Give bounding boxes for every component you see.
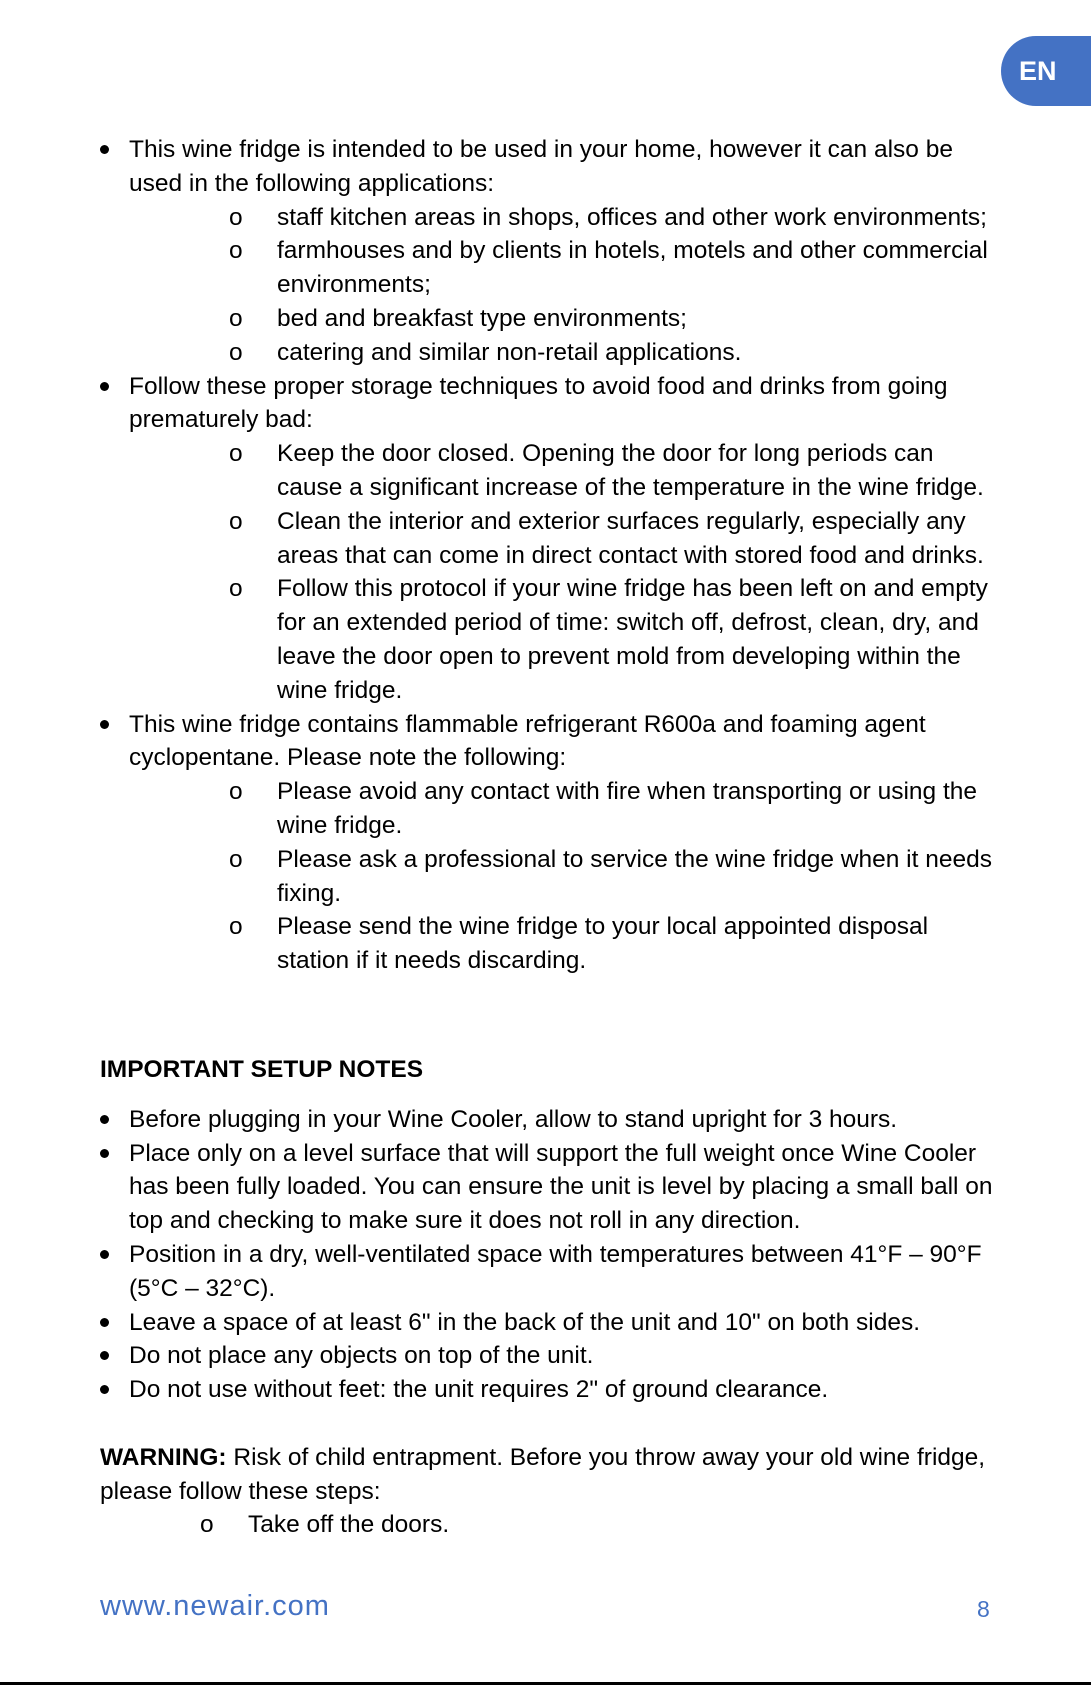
- sub-item: o Take off the doors.: [100, 1508, 1000, 1542]
- sub-item: o staff kitchen areas in shops, offices and other work environments;: [129, 201, 1000, 235]
- usage-bullet-storage: [100, 370, 1000, 708]
- sub-item: o farmhouses and by clients in hotels, motels and other commercial environments;: [129, 234, 1000, 302]
- usage-bullet-home-use: [100, 133, 1000, 370]
- warning-sublist: [100, 1508, 1000, 1542]
- bullet-text: This wine fridge is intended to be used in your home, however it can also be used in the following applications:: [129, 136, 953, 197]
- bullet-text: This wine fridge contains flammable refrigerant R600a and foaming agent cyclopentane. Please note the following:: [129, 710, 926, 772]
- warning-paragraph: [100, 1441, 1000, 1509]
- usage-list: [100, 133, 1000, 978]
- setup-list: [100, 1103, 1000, 1407]
- page-content: [100, 133, 1000, 1542]
- sublist: [129, 437, 1000, 707]
- usage-bullet-refrigerant: [100, 708, 1000, 978]
- bullet-text: Follow these proper storage techniques to avoid food and drinks from going prematurely bad:: [129, 372, 948, 434]
- sub-item: o Keep the door closed. Opening the door for long periods can cause a significant increase of the temperature in the wine fridge.: [129, 437, 1000, 505]
- page-number: 8: [977, 1596, 990, 1622]
- sublist: [129, 775, 1000, 978]
- setup-bullet: Leave a space of at least 6" in the back of the unit and 10" on both sides.: [100, 1306, 1000, 1340]
- sub-item: o Please send the wine fridge to your local appointed disposal station if it needs discarding.: [129, 910, 1000, 978]
- setup-heading: IMPORTANT SETUP NOTES: [100, 1055, 424, 1083]
- footer-link[interactable]: www.newair.com: [100, 1590, 330, 1622]
- warning-text: Risk of child entrapment. Before you throw away your old wine fridge, please follow these steps:: [100, 1443, 986, 1505]
- sub-item: o bed and breakfast type environments;: [129, 302, 1000, 336]
- warning-label: WARNING:: [100, 1443, 227, 1471]
- language-tab[interactable]: EN: [1001, 36, 1091, 106]
- sub-item: o Please avoid any contact with fire when transporting or using the wine fridge.: [129, 775, 1000, 843]
- setup-bullet: Place only on a level surface that will support the full weight once Wine Cooler has been fully loaded. You can ensure the unit is level by placing a small ball on top and checking to make sure it does not roll in any direction.: [100, 1137, 1000, 1238]
- sub-item: o Please ask a professional to service the wine fridge when it needs fixing.: [129, 843, 1000, 911]
- sub-item: o Follow this protocol if your wine fridge has been left on and empty for an extended period of time: switch off, defrost, clean, dry, and leave the door open to prevent mold from developing within the wine fridge.: [129, 572, 1000, 707]
- setup-bullet: Position in a dry, well-ventilated space with temperatures between 41°F – 90°F (5°C – 32°C).: [100, 1238, 1000, 1306]
- setup-bullet: Do not use without feet: the unit requires 2" of ground clearance.: [100, 1373, 1000, 1407]
- setup-bullet: Do not place any objects on top of the unit.: [100, 1339, 1000, 1373]
- setup-bullet: Before plugging in your Wine Cooler, allow to stand upright for 3 hours.: [100, 1103, 1000, 1137]
- sublist: [129, 201, 1000, 370]
- spacer: [100, 1407, 1000, 1441]
- sub-item: o catering and similar non-retail applications.: [129, 336, 1000, 370]
- sub-item: o Clean the interior and exterior surfaces regularly, especially any areas that can come in direct contact with stored food and drinks.: [129, 505, 1000, 573]
